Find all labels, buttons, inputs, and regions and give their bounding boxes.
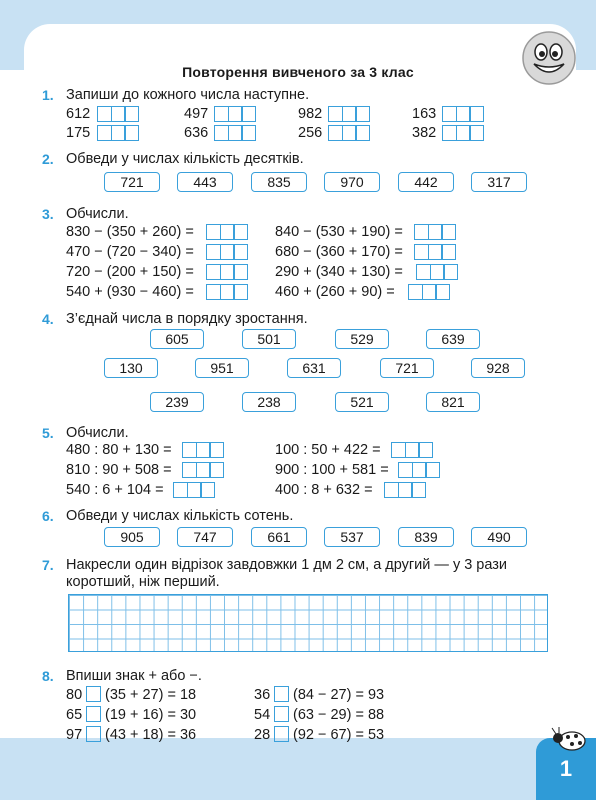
sign-box[interactable] — [274, 706, 289, 722]
number-label: 175 — [66, 125, 91, 141]
number-chip[interactable]: 443 — [177, 172, 233, 192]
task-number: 2. — [42, 151, 54, 167]
number-chip[interactable]: 130 — [104, 358, 158, 378]
answer-boxes[interactable] — [384, 482, 426, 498]
answer-boxes[interactable] — [328, 125, 370, 141]
answer-boxes[interactable] — [391, 442, 433, 458]
task-text: Обведи у числах кількість десятків. — [66, 151, 304, 167]
answer-boxes[interactable] — [414, 224, 456, 240]
answer-boxes[interactable] — [206, 264, 248, 280]
expression: 830 − (350 + 260) = — [66, 224, 194, 240]
task-text: З’єднай числа в порядку зростання. — [66, 311, 308, 327]
expression: 720 − (200 + 150) = — [66, 264, 194, 280]
task-number: 7. — [42, 557, 54, 573]
expression: (63 − 29) = 88 — [293, 707, 385, 723]
number-label: 612 — [66, 106, 91, 122]
number-label: 497 — [184, 106, 209, 122]
answer-boxes[interactable] — [398, 462, 440, 478]
number-chip[interactable]: 442 — [398, 172, 454, 192]
sign-box[interactable] — [274, 686, 289, 702]
answer-boxes[interactable] — [206, 284, 248, 300]
answer-boxes[interactable] — [182, 442, 224, 458]
bottom-band — [0, 738, 596, 800]
number-chip[interactable]: 537 — [324, 527, 380, 547]
number-label: 382 — [412, 125, 437, 141]
operand: 97 — [66, 727, 83, 743]
number-chip[interactable]: 747 — [177, 527, 233, 547]
number-chip[interactable]: 501 — [242, 329, 296, 349]
expression: (35 + 27) = 18 — [105, 687, 197, 703]
task-text-continued: коротший, ніж перший. — [66, 574, 220, 590]
expression: 400 : 8 + 632 = — [275, 482, 373, 498]
number-chip[interactable]: 970 — [324, 172, 380, 192]
number-chip[interactable]: 839 — [398, 527, 454, 547]
task-number: 1. — [42, 87, 54, 103]
task-text: Накресли один відрізок завдовжки 1 дм 2 см, а другий — у 3 рази — [66, 557, 508, 573]
sign-box[interactable] — [86, 706, 101, 722]
task-text: Обведи у числах кількість сотень. — [66, 508, 294, 524]
ladybug-icon — [548, 726, 590, 752]
answer-boxes[interactable] — [414, 244, 456, 260]
number-label: 163 — [412, 106, 437, 122]
answer-boxes[interactable] — [408, 284, 450, 300]
expression: 480 : 80 + 130 = — [66, 442, 172, 458]
number-label: 982 — [298, 106, 323, 122]
task-number: 5. — [42, 425, 54, 441]
number-chip[interactable]: 529 — [335, 329, 389, 349]
number-chip[interactable]: 905 — [104, 527, 160, 547]
number-chip[interactable]: 631 — [287, 358, 341, 378]
expression: 100 : 50 + 422 = — [275, 442, 381, 458]
task-text: Обчисли. — [66, 425, 129, 441]
number-chip[interactable]: 951 — [195, 358, 249, 378]
answer-boxes[interactable] — [97, 106, 139, 122]
number-chip[interactable]: 605 — [150, 329, 204, 349]
number-chip[interactable]: 238 — [242, 392, 296, 412]
expression: (19 + 16) = 30 — [105, 707, 197, 723]
expression: 470 − (720 − 340) = — [66, 244, 194, 260]
number-chip[interactable]: 521 — [335, 392, 389, 412]
answer-boxes[interactable] — [328, 106, 370, 122]
task-number: 6. — [42, 508, 54, 524]
expression: 840 − (530 + 190) = — [275, 224, 403, 240]
task-text: Запиши до кожного числа наступне. — [66, 87, 310, 103]
answer-boxes[interactable] — [214, 125, 256, 141]
number-chip[interactable]: 239 — [150, 392, 204, 412]
page-number: 1 — [536, 738, 596, 800]
answer-boxes[interactable] — [173, 482, 215, 498]
expression: 290 + (340 + 130) = — [275, 264, 403, 280]
expression: 540 : 6 + 104 = — [66, 482, 164, 498]
expression: 680 − (360 + 170) = — [275, 244, 403, 260]
number-chip[interactable]: 639 — [426, 329, 480, 349]
number-chip[interactable]: 835 — [251, 172, 307, 192]
task-number: 3. — [42, 206, 54, 222]
expression: 810 : 90 + 508 = — [66, 462, 172, 478]
number-chip[interactable]: 490 — [471, 527, 527, 547]
number-chip[interactable]: 928 — [471, 358, 525, 378]
expression: (84 − 27) = 93 — [293, 687, 385, 703]
expression: 460 + (260 + 90) = — [275, 284, 395, 300]
task-number: 8. — [42, 668, 54, 684]
number-label: 636 — [184, 125, 209, 141]
drawing-grid[interactable] — [68, 594, 548, 652]
page-title: Повторення вивченого за 3 клас — [182, 64, 414, 80]
sign-box[interactable] — [274, 726, 289, 742]
operand: 36 — [254, 687, 271, 703]
number-chip[interactable]: 721 — [380, 358, 434, 378]
answer-boxes[interactable] — [206, 224, 248, 240]
expression: 540 + (930 − 460) = — [66, 284, 194, 300]
operand: 28 — [254, 727, 271, 743]
answer-boxes[interactable] — [182, 462, 224, 478]
answer-boxes[interactable] — [97, 125, 139, 141]
number-chip[interactable]: 317 — [471, 172, 527, 192]
operand: 65 — [66, 707, 83, 723]
expression: 900 : 100 + 581 = — [275, 462, 389, 478]
number-chip[interactable]: 661 — [251, 527, 307, 547]
operand: 80 — [66, 687, 83, 703]
number-chip[interactable]: 721 — [104, 172, 160, 192]
sign-box[interactable] — [86, 726, 101, 742]
expression: (92 − 67) = 53 — [293, 727, 385, 743]
task-text: Впиши знак + або −. — [66, 668, 202, 684]
answer-boxes[interactable] — [214, 106, 256, 122]
number-chip[interactable]: 821 — [426, 392, 480, 412]
task-text: Обчисли. — [66, 206, 129, 222]
operand: 54 — [254, 707, 271, 723]
answer-boxes[interactable] — [442, 106, 484, 122]
answer-boxes[interactable] — [206, 244, 248, 260]
answer-boxes[interactable] — [442, 125, 484, 141]
sign-box[interactable] — [86, 686, 101, 702]
answer-boxes[interactable] — [416, 264, 458, 280]
task-number: 4. — [42, 311, 54, 327]
expression: (43 + 18) = 36 — [105, 727, 197, 743]
number-label: 256 — [298, 125, 323, 141]
